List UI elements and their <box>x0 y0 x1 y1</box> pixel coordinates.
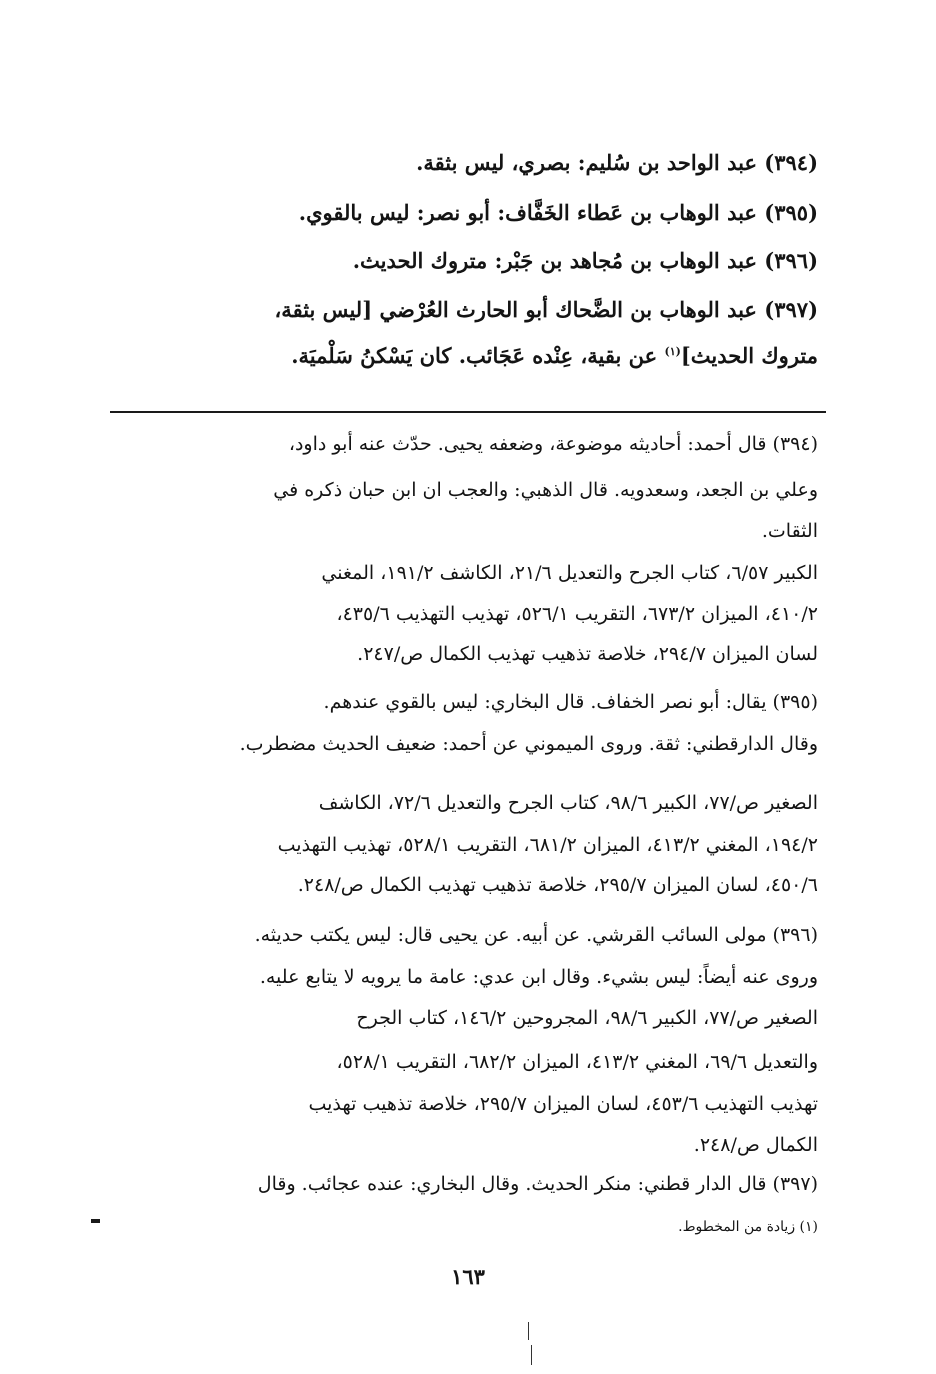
note-line: والتعديل ٦٩/٦، المغني ٤١٣/٢، الميزان ٦٨٢/٢، التقريب ٥٢٨/١، <box>336 1051 818 1073</box>
note-line: (٣٩٧) قال الدار قطني: منكر الحديث. وقال البخاري: عنده عجائب. وقال <box>257 1173 818 1195</box>
entry-397-continued <box>291 343 818 368</box>
note-line: ٤١٠/٢، الميزان ٦٧٣/٢، التقريب ٥٢٦/١، تهذيب التهذيب ٤٣٥/٦، <box>336 603 818 625</box>
note-line: (٣٩٥) يقال: أبو نصر الخفاف. قال البخاري: ليس بالقوي عندهم. <box>323 691 818 713</box>
note-line: (٣٩٦) مولى السائب القرشي. عن أبيه. عن يحيى قال: ليس يكتب حديثه. <box>254 924 818 946</box>
entry-397-part-1: متروك الحديث] <box>680 343 818 368</box>
note-line: وعلي بن الجعد، وسعدويه. قال الذهبي: والعجب ان ابن حبان ذكره في <box>273 479 818 501</box>
entry-397-part-2: عن بقية، عِنْده عَجَائب. كان يَسْكنُ سَلْميَة. <box>291 343 665 368</box>
footnote-text: (١) زيادة من المخطوط. <box>678 1219 818 1235</box>
note-line: ٤٥٠/٦، لسان الميزان ٢٩٥/٧، خلاصة تذهيب تهذيب الكمال ص/٢٤٨. <box>297 874 818 896</box>
entry-395: (٣٩٥) عبد الوهاب بن عَطاء الخَفَّاف: أبو نصر: ليس بالقوي. <box>298 200 818 225</box>
entry-396: (٣٩٦) عبد الوهاب بن مُجاهد بن جَبْر: متروك الحديث. <box>352 248 818 273</box>
note-line: الصغير ص/٧٧، الكبير ٩٨/٦، المجروحين ١٤٦/٢، كتاب الجرح <box>356 1007 818 1029</box>
note-line: تهذيب التهذيب ٤٥٣/٦، لسان الميزان ٢٩٥/٧، خلاصة تذهيب تهذيب <box>308 1093 818 1115</box>
entry-394: (٣٩٤) عبد الواحد بن سُليم: بصري، ليس بثقة. <box>416 150 818 175</box>
note-line: وروى عنه أيضاً: ليس بشيء. وقال ابن عدي: عامة ما يرويه لا يتابع عليه. <box>259 966 818 988</box>
margin-mark <box>91 1219 100 1223</box>
note-line: لسان الميزان ٢٩٤/٧، خلاصة تذهيب تهذيب الكمال ص/٢٤٧. <box>357 643 818 665</box>
note-line: ١٩٤/٢، المغني ٤١٣/٢، الميزان ٦٨١/٢، التقريب ٥٢٨/١، تهذيب التهذيب <box>277 834 818 856</box>
footnote-divider <box>110 411 826 413</box>
note-line: الكمال ص/٢٤٨. <box>693 1134 818 1156</box>
entry-397: (٣٩٧) عبد الوهاب بن الضَّحاك أبو الحارث العُرْضي [ليس بثقة، <box>274 297 818 322</box>
note-line: الصغير ص/٧٧، الكبير ٩٨/٦، كتاب الجرح والتعديل ٧٢/٦، الكاشف <box>318 792 818 814</box>
note-line: وقال الدارقطني: ثقة. وروى الميموني عن أحمد: ضعيف الحديث مضطرب. <box>239 733 818 755</box>
note-line: الثقات. <box>761 520 818 542</box>
footnote-ref: (١) <box>664 345 681 358</box>
note-line: (٣٩٤) قال أحمد: أحاديثه موضوعة، وضعفه يحيى. حدّث عنه أبو داود، <box>288 433 818 455</box>
page-number: ١٦٣ <box>451 1264 485 1289</box>
note-line: الكبير ٦/٥٧، كتاب الجرح والتعديل ٢١/٦، الكاشف ١٩١/٢، المغني <box>321 562 818 584</box>
scan-mark <box>528 1322 529 1340</box>
scan-mark <box>531 1345 532 1365</box>
